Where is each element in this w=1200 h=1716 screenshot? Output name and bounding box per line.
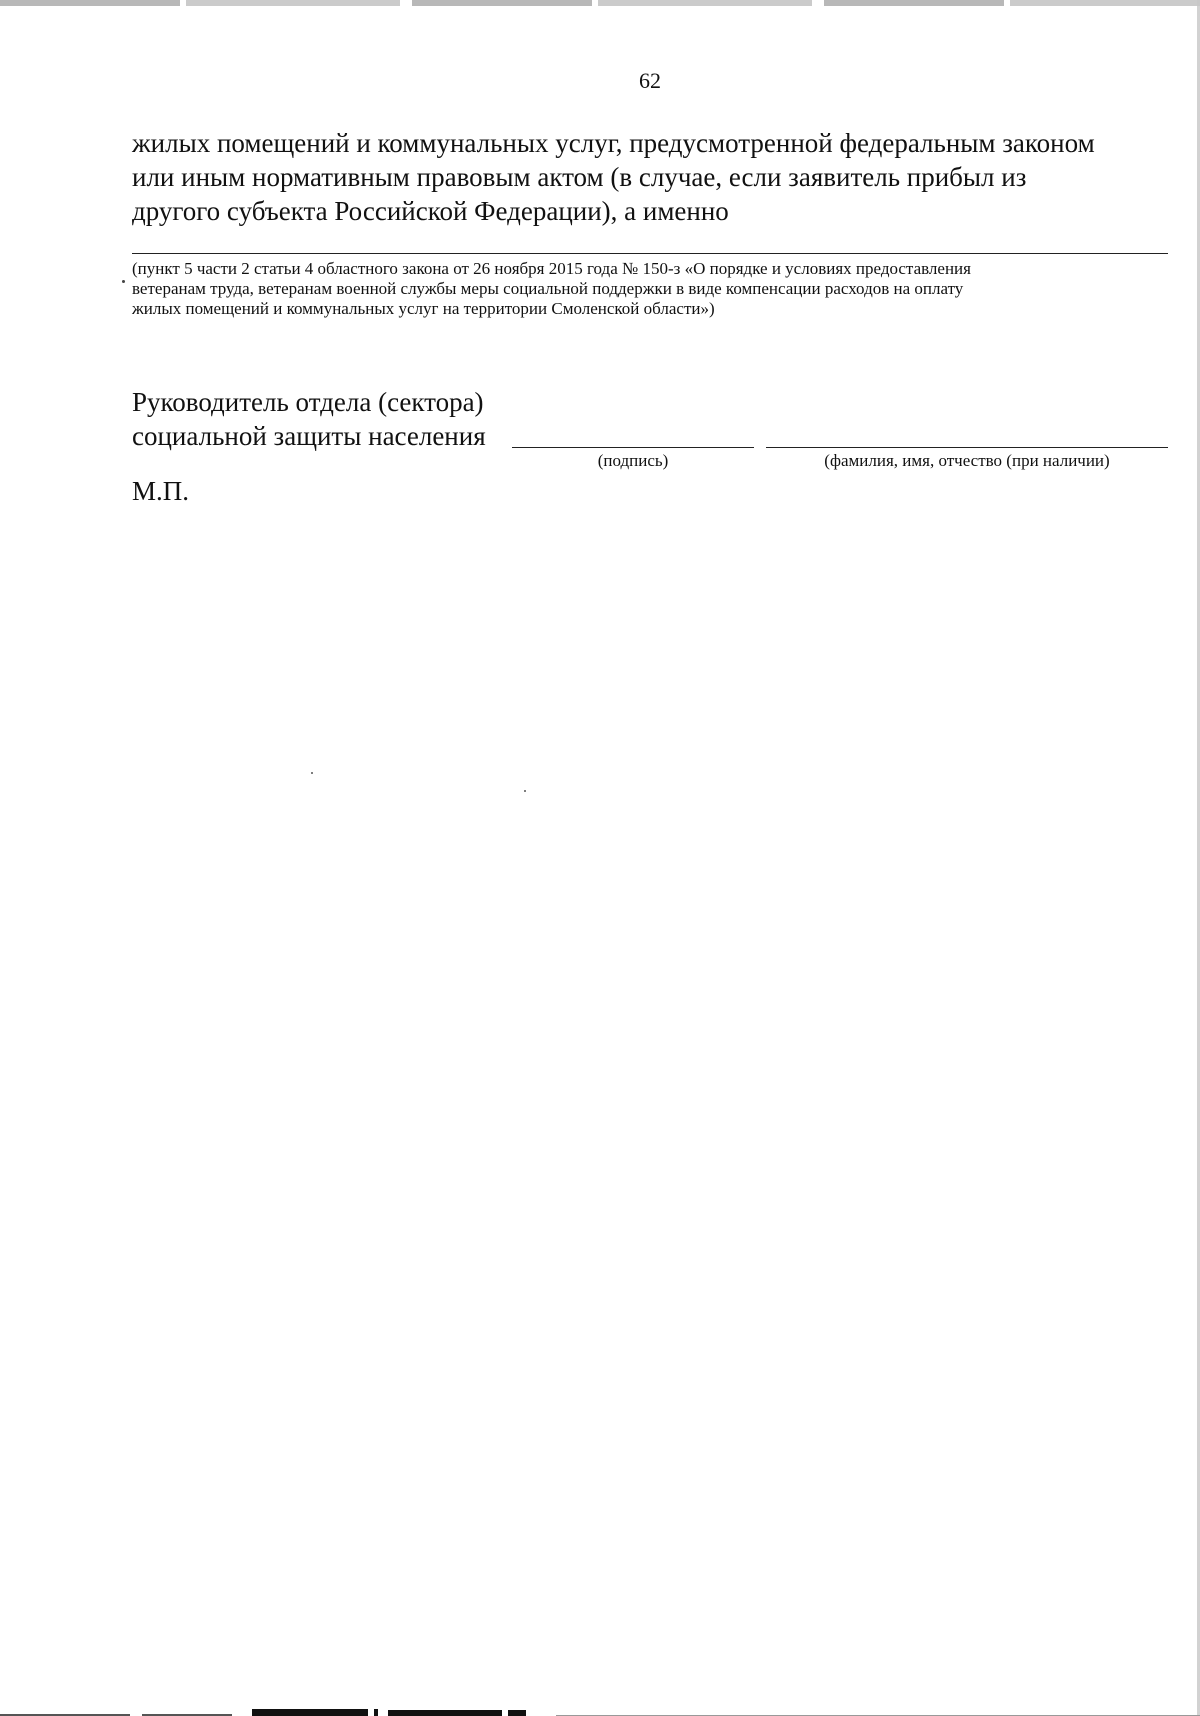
note-line: ветеранам труда, ветеранам военной службы меры социальной поддержки в виде компенсации расходов на оплату — [132, 279, 964, 298]
full-name-caption: (фамилия, имя, отчество (при наличии) — [824, 451, 1110, 470]
scan-edge-segment — [508, 1710, 526, 1716]
body-line: жилых помещений и коммунальных услуг, предусмотренной федеральным законом — [132, 128, 1095, 158]
signature-line — [512, 447, 754, 448]
note-line: (пункт 5 части 2 статьи 4 областного закона от 26 ноября 2015 года № 150-з «О порядке и условиях предоставления — [132, 259, 971, 278]
body-line: или иным нормативным правовым актом (в случае, если заявитель прибыл из — [132, 162, 1027, 192]
stamp-place-label: М.П. — [132, 476, 190, 506]
signatory-title — [132, 385, 486, 453]
scan-edge-top — [0, 0, 1200, 6]
scan-edge-segment — [252, 1709, 368, 1716]
scan-edge-segment — [388, 1710, 502, 1716]
note-line: жилых помещений и коммунальных услуг на территории Смоленской области») — [132, 299, 715, 318]
signatory-title-line: социальной защиты населения — [132, 421, 486, 451]
scan-speck — [122, 280, 125, 283]
scan-speck — [311, 772, 313, 774]
scan-edge-bottom — [0, 1706, 1200, 1716]
full-name-line — [766, 447, 1168, 448]
fill-in-line — [132, 253, 1168, 254]
signatory-title-line: Руководитель отдела (сектора) — [132, 387, 484, 417]
legal-reference-note — [132, 259, 1168, 319]
scan-speck — [524, 790, 526, 792]
body-paragraph — [132, 126, 1168, 228]
page-number: 62 — [639, 68, 661, 93]
signature-caption: (подпись) — [597, 451, 669, 470]
scan-edge-segment — [374, 1709, 378, 1716]
body-line: другого субъекта Российской Федерации), а именно — [132, 196, 729, 226]
